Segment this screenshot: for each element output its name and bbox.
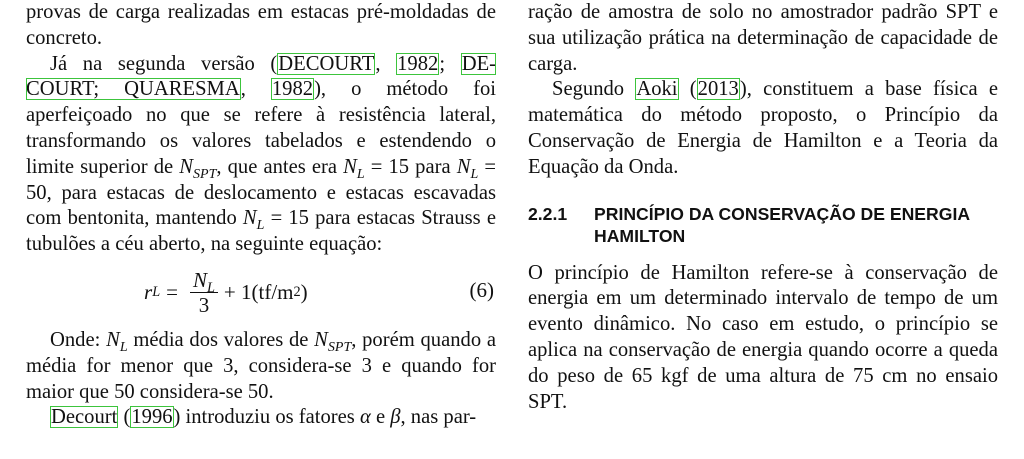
math-symbol: N	[179, 155, 194, 178]
math-symbol: α	[359, 406, 371, 429]
equation: r L = $\frac{N_L}{3}$ + 1(tf/m 2 )	[144, 267, 308, 317]
citation-link[interactable]: 1982	[271, 78, 314, 101]
math-symbol: N	[314, 328, 328, 351]
math-symbol: N	[106, 328, 120, 351]
fraction: $\frac{N_L}{3}$	[190, 268, 218, 317]
math-symbol: N	[242, 207, 257, 230]
section-title: PRINCÍPIO DA CONSERVAÇÃO DE ENERGIA HAMILTON	[594, 203, 970, 246]
paragraph: Onde: $N_L$ média dos valores de $N_{SPT}$, porém quando a média for menor que 3, considera-se 3 e quando for maior que 50 considera-se 50.	[26, 328, 496, 403]
citation-link[interactable]: DE- COURT; QUARESMA	[26, 52, 497, 101]
math-symbol: N	[343, 155, 357, 178]
citation-link[interactable]: Aoki	[636, 78, 678, 101]
citation-link[interactable]: Decourt	[51, 406, 118, 429]
paragraph: O princípio de Hamilton refere-se à conservação de energia em um determinado intervalo de tempo de um evento dinâmico. No caso em estudo, o princípio se aplica na conservação de energia quando ocorre a queda do peso de 65 kgf de uma altura de 75 cm no ensaio SPT.	[528, 261, 998, 413]
math-symbol: β	[390, 406, 401, 429]
citation-link[interactable]: 1982	[397, 52, 439, 75]
equation-number: (6)	[469, 277, 494, 302]
paragraph: Decourt (1996) introduziu os fatores α e β, nas par-	[51, 406, 477, 429]
paragraph: Já na segunda versão (DECOURT, 1982; DE- COURT; QUARESMA, 1982), o método foi aperfeiçoado no que se refere à resistência lateral, transformando os valores tabelados e estendendo o limite superior de $N_{SPT}$, que antes era $N_L = 15$ para $N_L = 50$, para estacas de deslocamento e estacas escavadas com bentonita, mantendo $N_L = 15$ para estacas Strauss e tubulões a céu aberto, na seguinte equação:	[26, 52, 497, 256]
math-subscript: L	[470, 166, 479, 182]
paragraph: ração de amostra de solo no amostrador padrão SPT e sua utilização prática na determinação de capacidade de carga.	[528, 1, 998, 75]
section-heading	[528, 203, 998, 247]
math-subscript: L	[356, 166, 365, 182]
right-column	[528, 0, 998, 415]
section-number: 2.2.1	[528, 203, 568, 224]
left-column	[26, 0, 496, 431]
paragraph: provas de carga realizadas em estacas pré-moldadas de concreto.	[26, 1, 496, 49]
citation-link[interactable]: DECOURT	[278, 52, 375, 75]
citation-link[interactable]: 2013	[697, 78, 739, 101]
equation-block	[26, 262, 496, 322]
math-subscript: L	[256, 218, 265, 234]
citation-link[interactable]: 1996	[131, 406, 173, 429]
math-symbol: N	[456, 155, 471, 178]
math-subscript: SPT	[193, 166, 217, 182]
paragraph: Segundo Aoki (2013), constituem a base física e matemática do método proposto, o Princípio da Conservação de Energia de Hamilton e a Teoria da Equação da Onda.	[528, 78, 998, 178]
